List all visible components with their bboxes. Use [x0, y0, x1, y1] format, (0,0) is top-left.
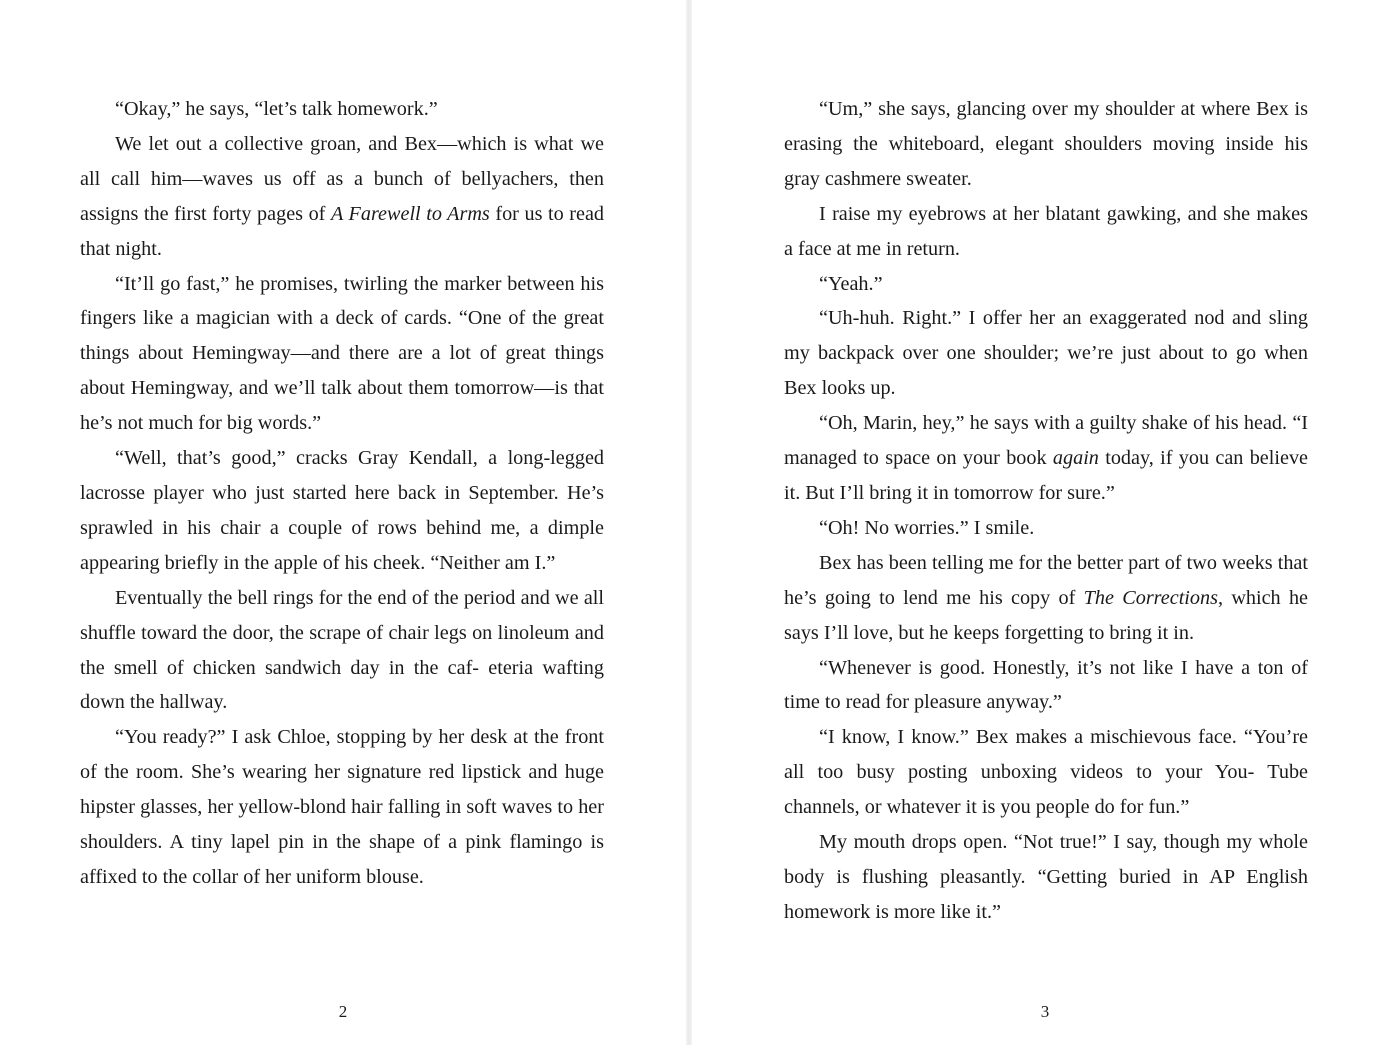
- book-gutter: [686, 0, 692, 1045]
- text-run: today, if you can believe it. But I’ll bring it in tomorrow for sure.”: [784, 447, 1309, 504]
- text-run: “Yeah.”: [819, 272, 883, 295]
- right-page-text: [784, 92, 1308, 930]
- paragraph: [784, 92, 1308, 197]
- paragraph: [784, 651, 1308, 721]
- left-page-text: [80, 92, 604, 895]
- page-number-left: 2: [338, 1002, 348, 1021]
- text-run: “Well, that’s good,” cracks Gray Kendall, a long-legged lacrosse player who just started here back in September. He’s sprawled in his chair a couple of rows behind me, a dimple appearing briefly in the apple of his cheek. “Neither am I.”: [80, 447, 604, 574]
- text-run: “Uh-huh. Right.” I offer her an exaggerated nod and sling my backpack over one shoulder; we’re just about to go when Bex looks up.: [784, 307, 1308, 400]
- text-run: “Whenever is good. Honestly, it’s not like I have a ton of time to read for pleasure anyway.”: [784, 656, 1308, 714]
- text-run: My mouth drops open. “Not true!” I say, though my whole body is flushing pleasantly. “Getting buried in AP English homework is more like it.”: [784, 831, 1308, 923]
- text-run: Eventually the bell rings for the end of the period and we all shuffle toward the door, the scrape of chair legs on linoleum and the smell of chicken sandwich day in the caf- eteria wafting down the hallway.: [80, 586, 604, 714]
- paragraph: [784, 301, 1308, 406]
- paragraph: [784, 406, 1308, 511]
- page-number-right: 3: [1040, 1002, 1050, 1021]
- text-run: We let out a collective groan, and Bex—which is what we all call him—waves us off as a bunch of bellyachers, then assigns the first forty pages of: [80, 132, 604, 225]
- book-title-italic: A Farewell to Arms: [330, 202, 490, 225]
- book-title-italic: The Corrections: [1083, 586, 1218, 609]
- paragraph: [784, 546, 1308, 651]
- paragraph: [80, 92, 604, 127]
- paragraph: [80, 581, 604, 721]
- text-run: “It’ll go fast,” he promises, twirling the marker between his fingers like a magician with a deck of cards. “One of the great things about Hemingway—and there are a lot of great things about Hemingway, and we’ll talk about them tomorrow—is that he’s not much for big words.”: [80, 272, 604, 435]
- text-run: “Oh! No worries.” I smile.: [819, 516, 1035, 539]
- emphasis-italic: again: [1052, 447, 1099, 470]
- paragraph: [80, 127, 604, 267]
- text-run: Bex has been telling me for the better part of two weeks that he’s going to lend me his copy of: [784, 551, 1308, 609]
- text-run: “Okay,” he says, “let’s talk homework.”: [115, 98, 438, 120]
- paragraph: [784, 825, 1308, 930]
- text-run: I raise my eyebrows at her blatant gawking, and she makes a face at me in return.: [784, 202, 1308, 260]
- paragraph: [784, 197, 1308, 267]
- paragraph: [80, 720, 604, 895]
- paragraph: [784, 511, 1308, 546]
- paragraph: [784, 267, 1308, 302]
- paragraph: [784, 720, 1308, 825]
- paragraph: [80, 441, 604, 581]
- text-run: “You ready?” I ask Chloe, stopping by her desk at the front of the room. She’s wearing her signature red lipstick and huge hipster glasses, her yellow-blond hair falling in soft waves to her shoulders. A tiny lapel pin in the shape of a pink flamingo is affixed to the collar of her uniform blouse.: [80, 726, 604, 888]
- paragraph: [80, 267, 604, 442]
- text-run: “I know, I know.” Bex makes a mischievous face. “You’re all too busy posting unboxing videos to your You- Tube channels, or whatever it is you people do for fun.”: [784, 726, 1308, 819]
- text-run: for us to read that night.: [80, 202, 605, 260]
- text-run: , which he says I’ll love, but he keeps forgetting to bring it in.: [784, 586, 1309, 644]
- text-run: “Um,” she says, glancing over my shoulder at where Bex is erasing the whiteboard, elegant shoulders moving inside his gray cashmere sweater.: [784, 98, 1308, 190]
- text-run: “Oh, Marin, hey,” he says with a guilty shake of his head. “I managed to space on your book: [784, 412, 1308, 470]
